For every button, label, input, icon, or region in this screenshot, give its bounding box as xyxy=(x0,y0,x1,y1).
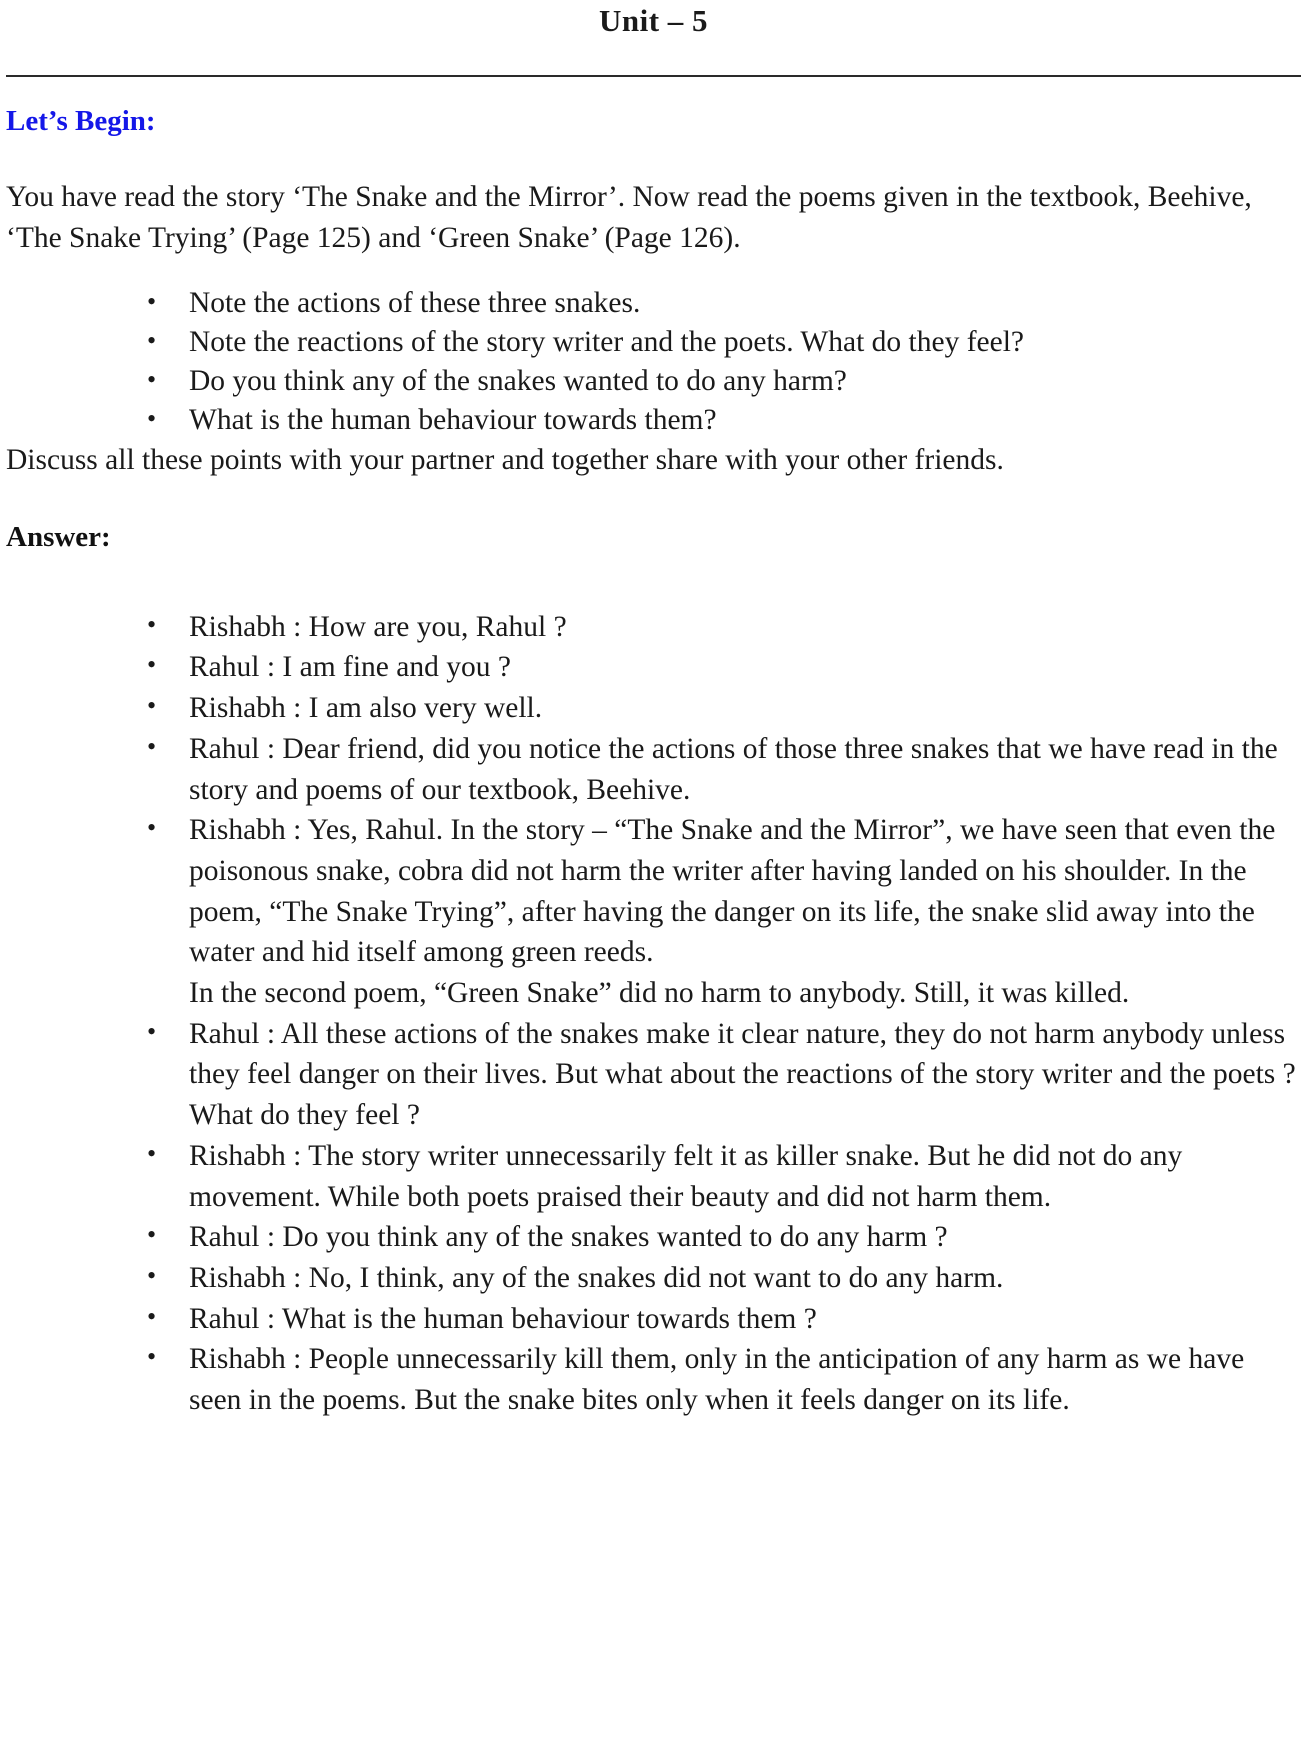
list-item: • Rishabh : How are you, Rahul ? xyxy=(6,607,1301,648)
list-item: • What is the human behaviour towards them? xyxy=(6,401,1301,440)
spacer xyxy=(6,260,1301,284)
list-item: • Rahul : What is the human behaviour towards them ? xyxy=(6,1299,1301,1340)
intro-question-list xyxy=(6,284,1301,440)
list-item: • Note the reactions of the story writer and the poets. What do they feel? xyxy=(6,323,1301,362)
spacer xyxy=(6,555,1301,607)
list-item: • Rahul : All these actions of the snakes make it clear nature, they do not harm anybody unless they feel danger on their lives. But what about the reactions of the story writer and the poets ? What do they feel ? xyxy=(6,1014,1301,1136)
section-heading-answer: Answer: xyxy=(6,520,111,553)
list-item: • Rishabh : People unnecessarily kill them, only in the anticipation of any harm as we have seen in the poems. But the snake bites only when it feels danger on its life. xyxy=(6,1339,1301,1420)
answer-dialogue-list xyxy=(6,607,1301,1421)
list-item: • Rishabh : The story writer unnecessarily felt it as killer snake. But he did not do any movement. While both poets praised their beauty and did not harm them. xyxy=(6,1136,1301,1217)
list-item: • Rahul : Dear friend, did you notice the actions of those three snakes that we have read in the story and poems of our textbook, Beehive. xyxy=(6,729,1301,810)
list-item: • Rahul : I am fine and you ? xyxy=(6,647,1301,688)
intro-paragraph: You have read the story ‘The Snake and the Mirror’. Now read the poems given in the textbook, Beehive, ‘The Snake Trying’ (Page 125) and ‘Green Snake’ (Page 126). xyxy=(6,180,1252,255)
title-divider xyxy=(6,75,1301,77)
spacer xyxy=(6,139,1301,177)
list-item: • Rahul : Do you think any of the snakes wanted to do any harm ? xyxy=(6,1217,1301,1258)
list-item-text: Rishabh : Yes, Rahul. In the story – “The Snake and the Mirror”, we have seen that even the poisonous snake, cobra did not harm the writer after having landed on his shoulder. In the poem, “The Snake Trying”, after having the danger on its life, the snake slid away into the water and hid itself among green reeds. xyxy=(189,814,1276,969)
list-item: • Do you think any of the snakes wanted to do any harm? xyxy=(6,362,1301,401)
intro-closing-paragraph: Discuss all these points with your partner and together share with your other friends. xyxy=(6,444,1004,477)
list-item: • Rishabh : No, I think, any of the snakes did not want to do any harm. xyxy=(6,1258,1301,1299)
page-title: Unit – 5 xyxy=(598,3,709,38)
list-item xyxy=(6,810,1301,1014)
list-item: • Rishabh : I am also very well. xyxy=(6,688,1301,729)
section-heading-lets-begin: Let’s Begin: xyxy=(6,104,156,137)
list-item: • Note the actions of these three snakes. xyxy=(6,284,1301,323)
list-item-continuation: In the second poem, “Green Snake” did no harm to anybody. Still, it was killed. xyxy=(189,977,1130,1010)
spacer xyxy=(6,482,1301,520)
